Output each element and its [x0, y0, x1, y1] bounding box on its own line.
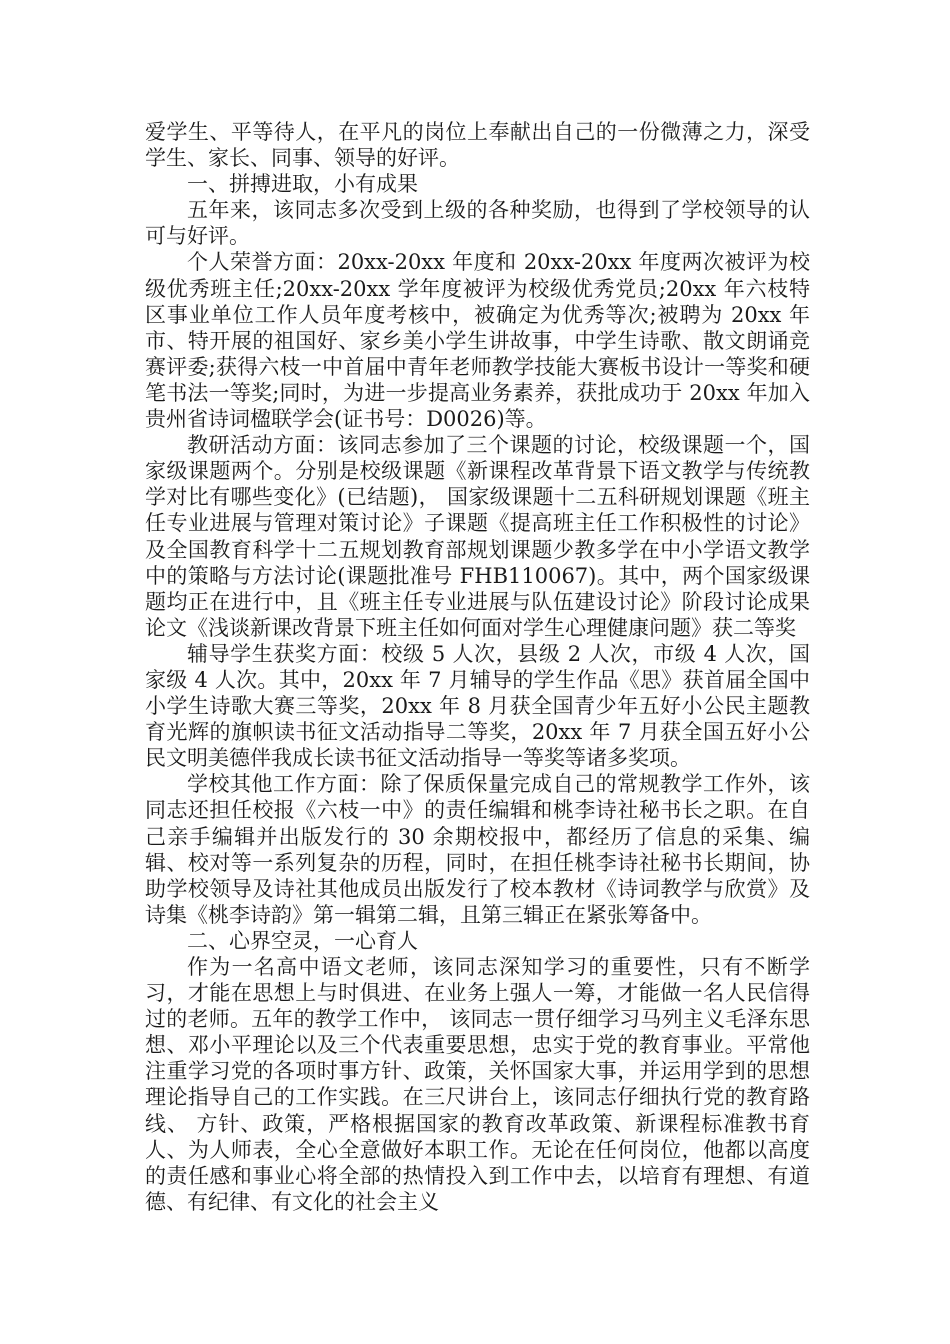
paragraph-personal-honors: 个人荣誉方面：20xx-20xx 年度和 20xx-20xx 年度两次被评为校级优秀班主任;20xx-20xx 学年度被评为校级优秀党员;20xx 年六枝特区事业单位工作人员年度考核中，被确定为优秀等次;被聘为 20xx 年市、特开展的祖国好、家乡美小学生讲故事，中学生诗歌、散文朗诵竞赛评委;获得六枝一中首届中青年老师教学技能大赛板书设计一等奖和硬笔书法一等奖;同时，为进一步提高业务素养，获批成功于 20xx 年加入贵州省诗词楹联学会(证书号：D0026)等。 [145, 250, 810, 432]
paragraph-research: 教研活动方面：该同志参加了三个课题的讨论，校级课题一个，国家级课题两个。分别是校级课题《新课程改革背景下语文教学与传统教学对比有哪些变化》(已结题)， 国家级课题十二五科研规划课题《班主任专业进展与管理对策讨论》子课题《提高班主任工作积极性的讨论》及全国教育科学十二五规划教育部规划课题少教多学在中小学语文教学中的策略与方法讨论(课题批准号 FHB110067)。其中，两个国家级课题均正在进行中，且《班主任专业进展与队伍建设讨论》阶段讨论成果论文《浅谈新课改背景下班主任如何面对学生心理健康问题》获二等奖 [145, 433, 810, 640]
paragraph-student-awards: 辅导学生获奖方面：校级 5 人次，县级 2 人次，市级 4 人次，国家级 4 人次。其中，20xx 年 7 月辅导的学生作品《思》获首届全国中小学生诗歌大赛三等奖，20xx 年 8 月获全国青少年五好小公民主题教育光辉的旗帜读书征文活动指导二等奖，20xx 年 7 月获全国五好小公民文明美德伴我成长读书征文活动指导一等奖等诸多奖项。 [145, 641, 810, 771]
paragraph-other-work: 学校其他工作方面：除了保质保量完成自己的常规教学工作外，该同志还担任校报《六枝一中》的责任编辑和桃李诗社秘书长之职。在自己亲手编辑并出版发行的 30 余期校报中，都经历了信息的采集、编辑、校对等一系列复杂的历程，同时，在担任桃李诗社秘书长期间，协助学校领导及诗社其他成员出版发行了校本教材《诗词教学与欣赏》及诗集《桃李诗韵》第一辑第二辑，且第三辑正在紧张筹备中。 [145, 772, 810, 927]
section-heading-2: 二、心界空灵，一心育人 [187, 928, 418, 953]
paragraph-2: 五年来，该同志多次受到上级的各种奖励，也得到了学校领导的认可与好评。 [145, 198, 810, 249]
paragraph-1: 爱学生、平等待人，在平凡的岗位上奉献出自己的一份微薄之力，深受学生、家长、同事、领导的好评。 [145, 120, 810, 171]
section-heading-1: 一、拼搏进取，小有成果 [187, 172, 418, 197]
paragraph-teacher: 作为一名高中语文老师，该同志深知学习的重要性，只有不断学习，才能在思想上与时俱进、在业务上强人一筹，才能做一名人民信得过的老师。五年的教学工作中， 该同志一贯仔细学习马列主义毛泽东思想、邓小平理论以及三个代表重要思想，忠实于党的教育事业。平常他注重学习党的各项时事方针、政策，关怀国家大事，并运用学到的思想理论指导自己的工作实践。在三尺讲台上，该同志仔细执行党的教育路线、 方针、政策，严格根据国家的教育改革政策、新课程标准教书育人、为人师表，全心全意做好本职工作。无论在任何岗位，他都以高度的责任感和事业心将全部的热情投入到工作中去，以培育有理想、有道德、有纪律、有文化的社会主义 [145, 955, 810, 1214]
document-page [145, 119, 810, 1215]
